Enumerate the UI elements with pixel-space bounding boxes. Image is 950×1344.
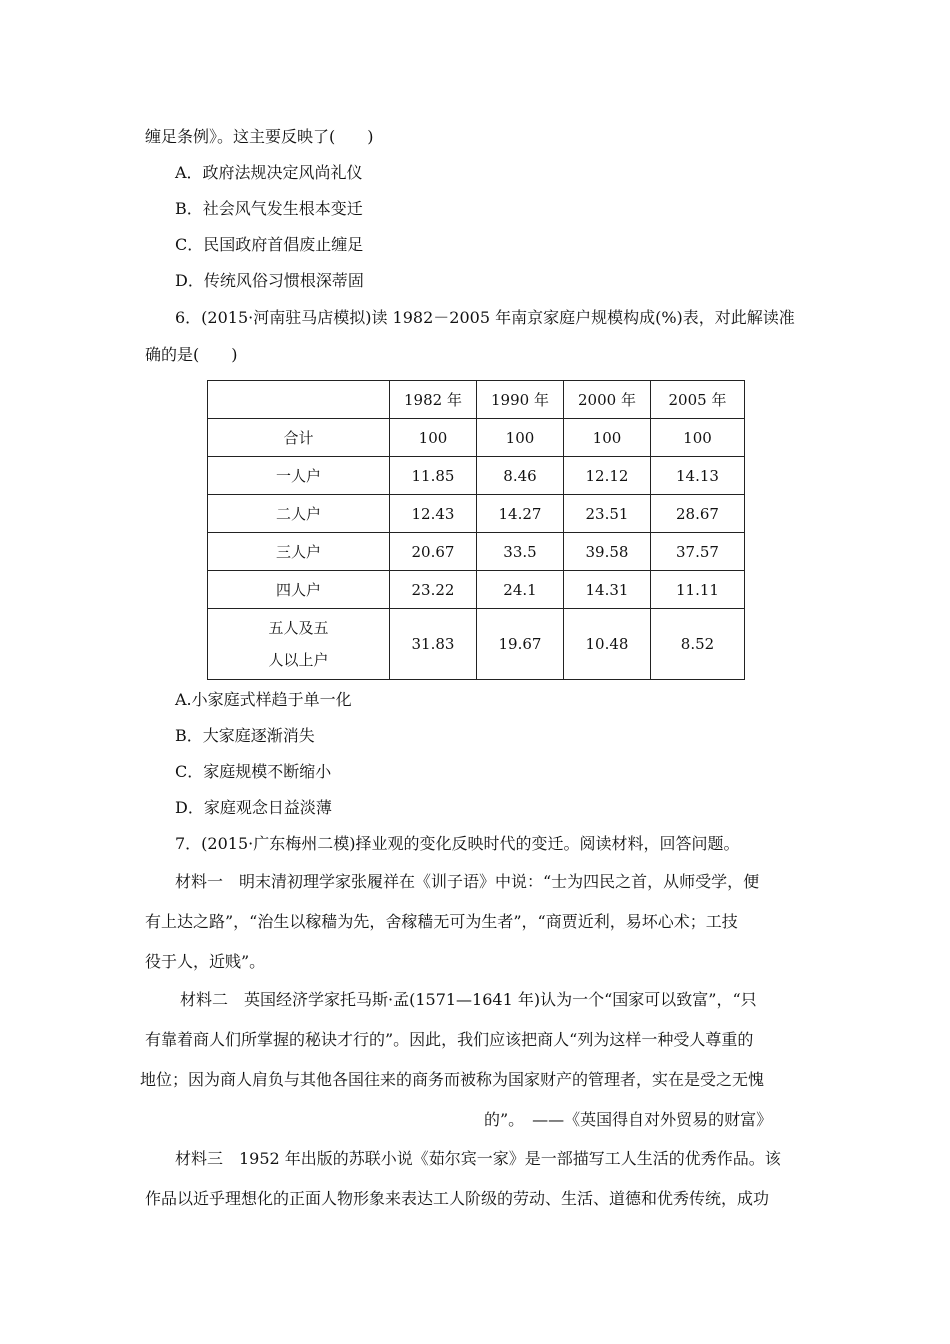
material-2-line: 有靠着商人们所掌握的秘诀才行的”。因此，我们应该把商人“列为这样一种受人尊重的 [145,1030,754,1049]
table-cell: 8.52 [651,609,745,680]
table-row [208,571,745,609]
material-3-line: 作品以近乎理想化的正面人物形象来表达工人阶级的劳动、生活、道德和优秀传统，成功 [145,1189,770,1208]
question-6: 6．(2015·河南驻马店模拟)读 1982－2005 年南京家庭户规模构成(%)表，对此解读准 [175,308,795,327]
material-2-source: 的”。 ——《英国得自对外贸易的财富》 [484,1110,773,1129]
table-cell: 100 [564,419,651,457]
table-cell: 一人户 [208,457,390,495]
material-2-line: 地位；因为商人肩负与其他各国往来的商务而被称为国家财产的管理者，实在是受之无愧 [140,1070,765,1089]
table-cell: 20.67 [390,533,477,571]
option-b: B．社会风气发生根本变迁 [175,199,363,218]
table-cell: 11.85 [390,457,477,495]
table-cell: 四人户 [208,571,390,609]
option-d: D．家庭观念日益淡薄 [175,798,332,817]
table-header-cell: 1982 年 [390,381,477,419]
table-cell: 19.67 [477,609,564,680]
table-cell: 二人户 [208,495,390,533]
material-2-line: 材料二 英国经济学家托马斯·孟(1571—1641 年)认为一个“国家可以致富”，“只 [180,990,757,1009]
table-cell [208,609,390,680]
table-header-row [208,381,745,419]
option-a: A.小家庭式样趋于单一化 [175,690,352,709]
question-7: 7．(2015·广东梅州二模)择业观的变化反映时代的变迁。阅读材料，回答问题。 [175,834,740,853]
table-row [208,419,745,457]
table-header-cell: 2000 年 [564,381,651,419]
table-cell: 23.22 [390,571,477,609]
table-cell: 37.57 [651,533,745,571]
table-cell: 33.5 [477,533,564,571]
table-row [208,609,745,680]
option-d: D．传统风俗习惯根深蒂固 [175,271,364,290]
row-label-line: 五人及五 [268,619,329,637]
material-3-line: 材料三 1952 年出版的苏联小说《茹尔宾一家》是一部描写工人生活的优秀作品。该 [175,1149,781,1168]
material-1-line: 役于人，近贱”。 [145,952,266,971]
table-header-cell: 1990 年 [477,381,564,419]
table-cell: 14.27 [477,495,564,533]
option-a: A．政府法规决定风尚礼仪 [175,163,363,182]
table-row [208,457,745,495]
table-header-cell: 2005 年 [651,381,745,419]
table-cell: 12.43 [390,495,477,533]
option-c: C．家庭规模不断缩小 [175,762,332,781]
row-label-line: 人以上户 [268,651,329,669]
material-1-line: 材料一 明末清初理学家张履祥在《训子语》中说：“士为四民之首，从师受学，便 [175,872,760,891]
table-cell: 28.67 [651,495,745,533]
text-line: 缠足条例》。这主要反映了( ) [145,127,374,146]
table-cell: 三人户 [208,533,390,571]
household-size-table [207,380,745,680]
table-cell: 8.46 [477,457,564,495]
table-cell: 12.12 [564,457,651,495]
table-cell: 100 [651,419,745,457]
table-cell: 24.1 [477,571,564,609]
table-cell: 100 [390,419,477,457]
table-cell: 11.11 [651,571,745,609]
table-cell: 23.51 [564,495,651,533]
table-cell: 100 [477,419,564,457]
table-cell: 39.58 [564,533,651,571]
option-c: C．民国政府首倡废止缠足 [175,235,364,254]
table-cell: 合计 [208,419,390,457]
option-b: B．大家庭逐渐消失 [175,726,315,745]
table-cell: 14.31 [564,571,651,609]
table-header-cell [208,381,390,419]
question-6-cont: 确的是( ) [145,345,238,364]
material-1-line: 有上达之路”，“治生以稼穑为先，舍稼穑无可为生者”，“商贾近利，易坏心术；工技 [145,912,738,931]
table-row [208,533,745,571]
table-row [208,495,745,533]
table-cell: 10.48 [564,609,651,680]
table-cell: 14.13 [651,457,745,495]
table-cell: 31.83 [390,609,477,680]
